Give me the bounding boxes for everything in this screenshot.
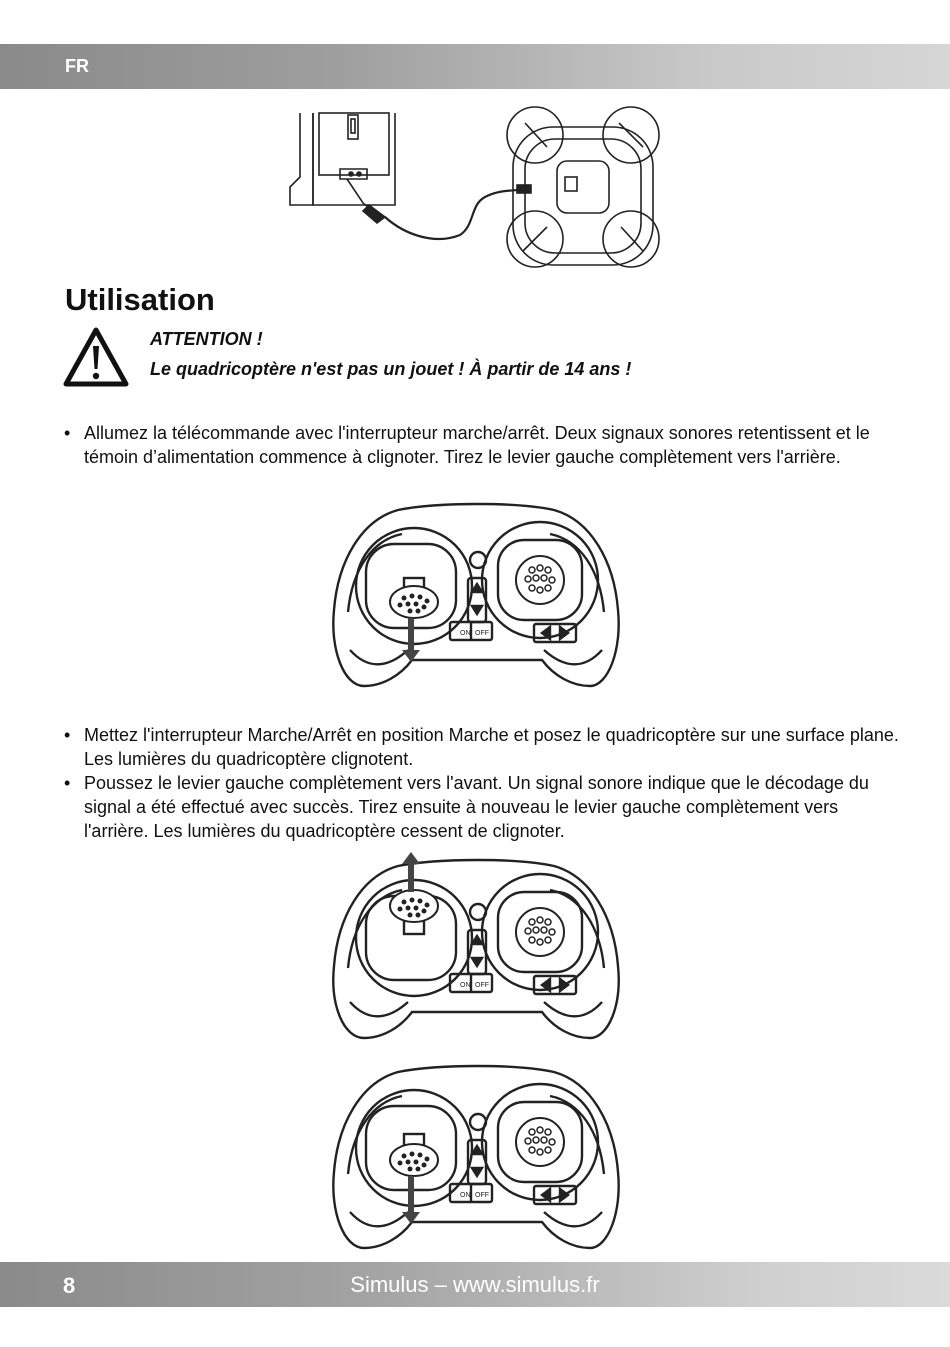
language-label: FR xyxy=(65,56,89,76)
header-bar xyxy=(0,44,950,89)
instructions-list-2 xyxy=(62,723,902,843)
switch-off-label: OFF xyxy=(475,1192,489,1199)
section-title: Utilisation xyxy=(65,282,215,317)
switch-off-label: OFF xyxy=(475,630,489,637)
remote-illustration-lever-back xyxy=(328,500,624,692)
list-item: • Poussez le levier gauche complètement vers l'avant. Un signal sonore indique que le décodage du signal a été effectué avec succès. Tirez ensuite à nouveau le levier gauche complètement vers l'arrière. Les lumières du quadricoptère cessent de clignoter. xyxy=(62,771,902,843)
footer-text: Simulus – www.simulus.fr xyxy=(350,1272,600,1297)
list-item: • Allumez la télécommande avec l'interrupteur marche/arrêt. Deux signaux sonores retentissent et le témoin d’alimentation commence à clignoter. Tirez le levier gauche complètement vers l'arrière. xyxy=(62,421,902,469)
switch-on-label: ON xyxy=(460,630,471,637)
remote-illustration-lever-forward xyxy=(328,852,624,1044)
list-item: • Mettez l'interrupteur Marche/Arrêt en position Marche et posez le quadricoptère sur une surface plane. Les lumières du quadricoptère clignotent. xyxy=(62,723,902,771)
page-number: 8 xyxy=(63,1273,76,1298)
warning-title: ATTENTION ! xyxy=(150,329,263,349)
remote-illustration-lever-back-again xyxy=(328,1062,624,1254)
warning-text: Le quadricoptère n'est pas un jouet ! À partir de 14 ans ! xyxy=(150,359,632,379)
switch-on-label: ON xyxy=(460,982,471,989)
switch-off-label: OFF xyxy=(475,982,489,989)
switch-on-label: ON xyxy=(460,1192,471,1199)
warning-icon xyxy=(63,326,129,388)
footer-bar xyxy=(0,1262,950,1307)
charging-illustration xyxy=(285,105,665,275)
instructions-list-1 xyxy=(62,421,902,469)
